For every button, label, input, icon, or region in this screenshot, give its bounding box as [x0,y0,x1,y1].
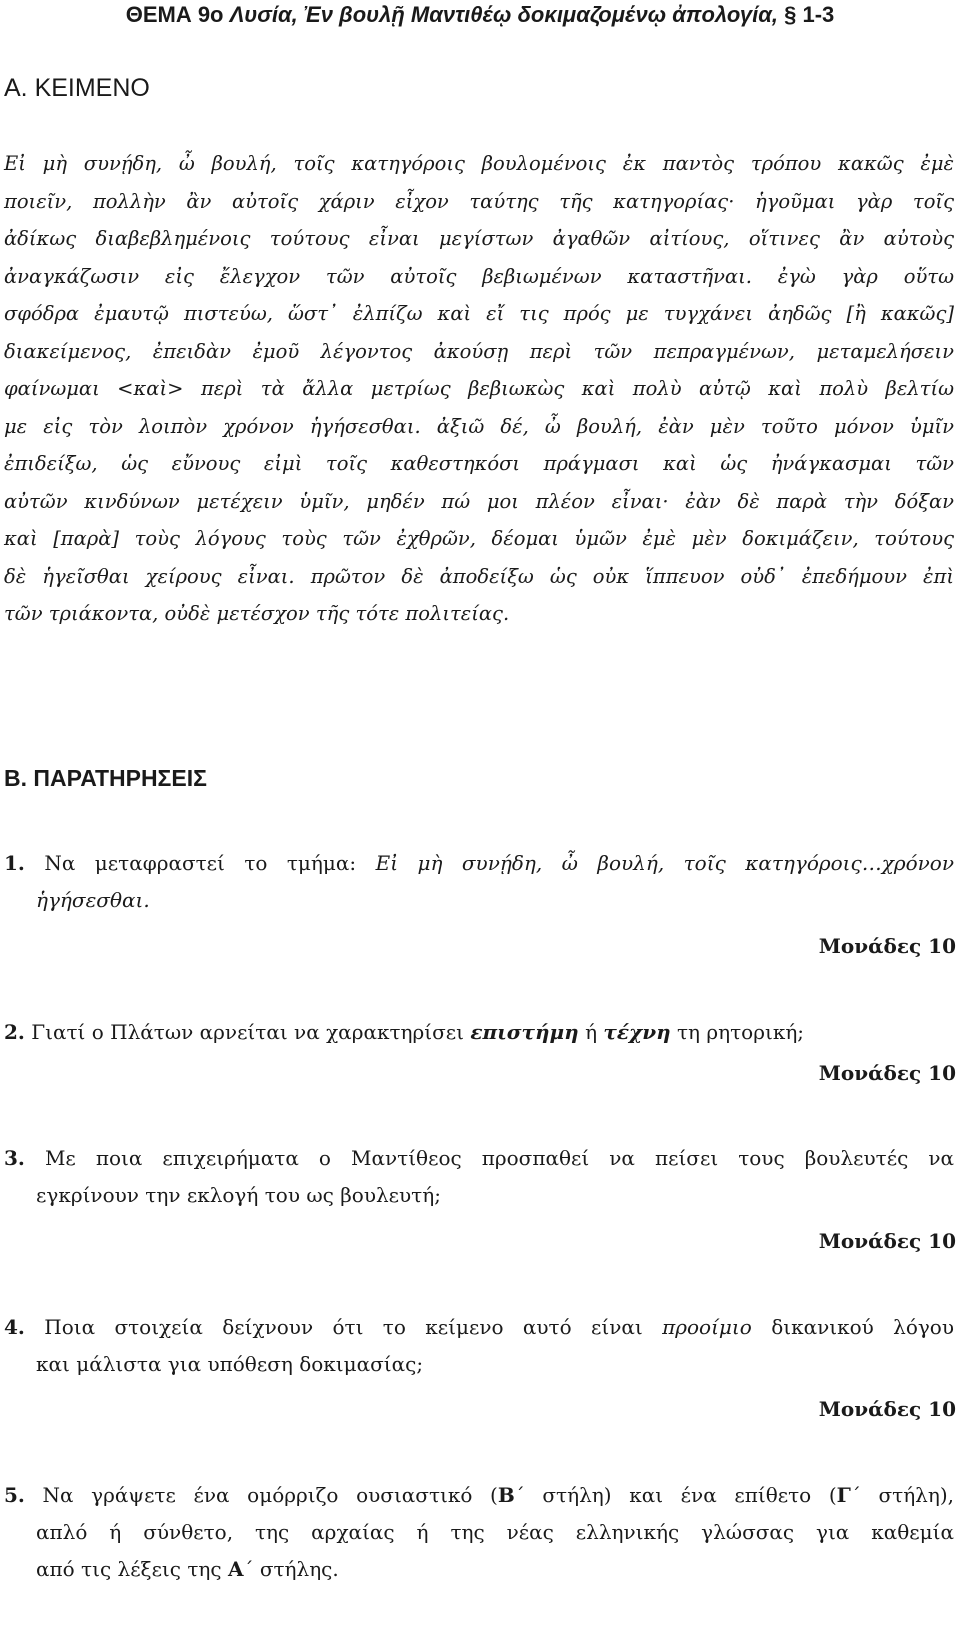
text-line: δὲ ἡγεῖσθαι χείρους εἶναι. πρῶτον δὲ ἀποδείξω ὡς οὐκ ἵππευον οὐδ᾽ ἐπεδήμουν ἐπὶ [4,564,954,588]
question-number: 3. [4,1146,25,1170]
question-3-points: Μονάδες 10 [818,1229,956,1253]
text-line: με εἰς τὸν λοιπὸν χρόνον ἡγήσεσθαι. ἀξιῶ δέ, ὦ βουλή, ἐὰν μὲν τοῦτο μόνον ὑμῖν [4,414,954,438]
title-section: § 1-3 [778,2,835,27]
title-prefix: ΘΕΜΑ 9ο [125,2,230,27]
title-work: Λυσία, Ἐν βουλῇ Μαντιθέῳ δοκιμαζομένῳ ἀπολογία, [229,2,779,27]
question-2-points: Μονάδες 10 [818,1061,956,1085]
page-title [0,2,960,28]
text-line: ἀδίκως διαβεβλημένοις τούτους εἶναι μεγίστων ἀγαθῶν αἰτίους, οἵτινες ἂν αὐτοὺς [4,227,954,250]
text-line: φαίνωμαι <καὶ> περὶ τὰ ἄλλα μετρίως βεβιωκὼς καὶ πολὺ αὐτῷ καὶ πολὺ βελτίω [4,377,954,400]
section-a-heading: Α. ΚΕΙΜΕΝΟ [4,74,150,102]
question-5: 5. Να γράψετε ένα ομόρριζο ουσιαστικό (Β΄ στήλη) και ένα επίθετο (Γ΄ στήλη), απλό ή σύνθετο, της αρχαίας ή της νέας ελληνικής γλώσσας για καθεμία από τις λέξεις της Α΄ στήλης. [4,1483,954,1581]
text-line: ποιεῖν, πολλὴν ἂν αὐτοῖς χάριν εἶχον ταύτης τῆς κατηγορίας· ἡγοῦμαι γὰρ τοῖς [4,189,954,213]
question-number: 2. [4,1020,25,1044]
question-number: 1. [4,851,25,875]
question-3: 3. Με ποια επιχειρήματα ο Μαντίθεος προσπαθεί να πείσει τους βουλευτές να εγκρίνουν την εκλογή του ως βουλευτή; [4,1146,954,1207]
question-1-points: Μονάδες 10 [818,934,956,958]
text-line: καὶ [παρὰ] τοὺς λόγους τοὺς τῶν ἐχθρῶν, δέομαι ὑμῶν ἐμὲ μὲν δοκιμάζειν, τούτους [4,527,954,550]
question-1: 1. Να μεταφραστεί το τμήμα: Εἰ μὴ συνῄδη, ὦ βουλή, τοῖς κατηγόροις…χρόνον ἡγήσεσθαι. [4,851,954,912]
text-line: Εἰ μὴ συνῄδη, ὦ βουλή, τοῖς κατηγόροις βουλομένοις ἐκ παντὸς τρόπου κακῶς ἐμὲ [4,152,954,175]
question-4-points: Μονάδες 10 [818,1397,956,1421]
question-2: 2. Γιατί ο Πλάτων αρνείται να χαρακτηρίσει επιστήμη ή τέχνη τη ρητορική; [4,1020,805,1044]
question-number: 4. [4,1315,25,1339]
text-line: τῶν τριάκοντα, οὐδὲ μετέσχον τῆς τότε πολιτείας. [4,602,510,625]
question-number: 5. [4,1483,25,1507]
ancient-greek-text [4,145,954,633]
text-line: διακείμενος, ἐπειδὰν ἐμοῦ λέγοντος ἀκούσῃ περὶ τῶν πεπραγμένων, μεταμελήσειν [4,339,954,363]
question-4: 4. Ποια στοιχεία δείχνουν ότι το κείμενο αυτό είναι προοίμιο δικανικού λόγου και μάλιστα για υπόθεση δοκιμασίας; [4,1315,955,1376]
section-b-heading: Β. ΠΑΡΑΤΗΡΗΣΕΙΣ [4,765,207,791]
text-line: ἐπιδείξω, ὡς εὔνους εἰμὶ τοῖς καθεστηκόσι πράγμασι καὶ ὡς ἠνάγκασμαι τῶν [4,452,954,475]
text-line: ἀναγκάζωσιν εἰς ἔλεγχον τῶν αὐτοῖς βεβιωμένων καταστῆναι. ἐγὼ γὰρ οὕτω [4,264,954,288]
text-line: σφόδρα ἐμαυτῷ πιστεύω, ὥστ᾽ ἐλπίζω καὶ εἴ τις πρός με τυγχάνει ἀηδῶς [ἢ κακῶς] [4,302,954,325]
text-line: αὐτῶν κινδύνων μετέχειν ὑμῖν, μηδέν πώ μοι πλέον εἶναι· ἐὰν δὲ παρὰ τὴν δόξαν [4,489,954,513]
